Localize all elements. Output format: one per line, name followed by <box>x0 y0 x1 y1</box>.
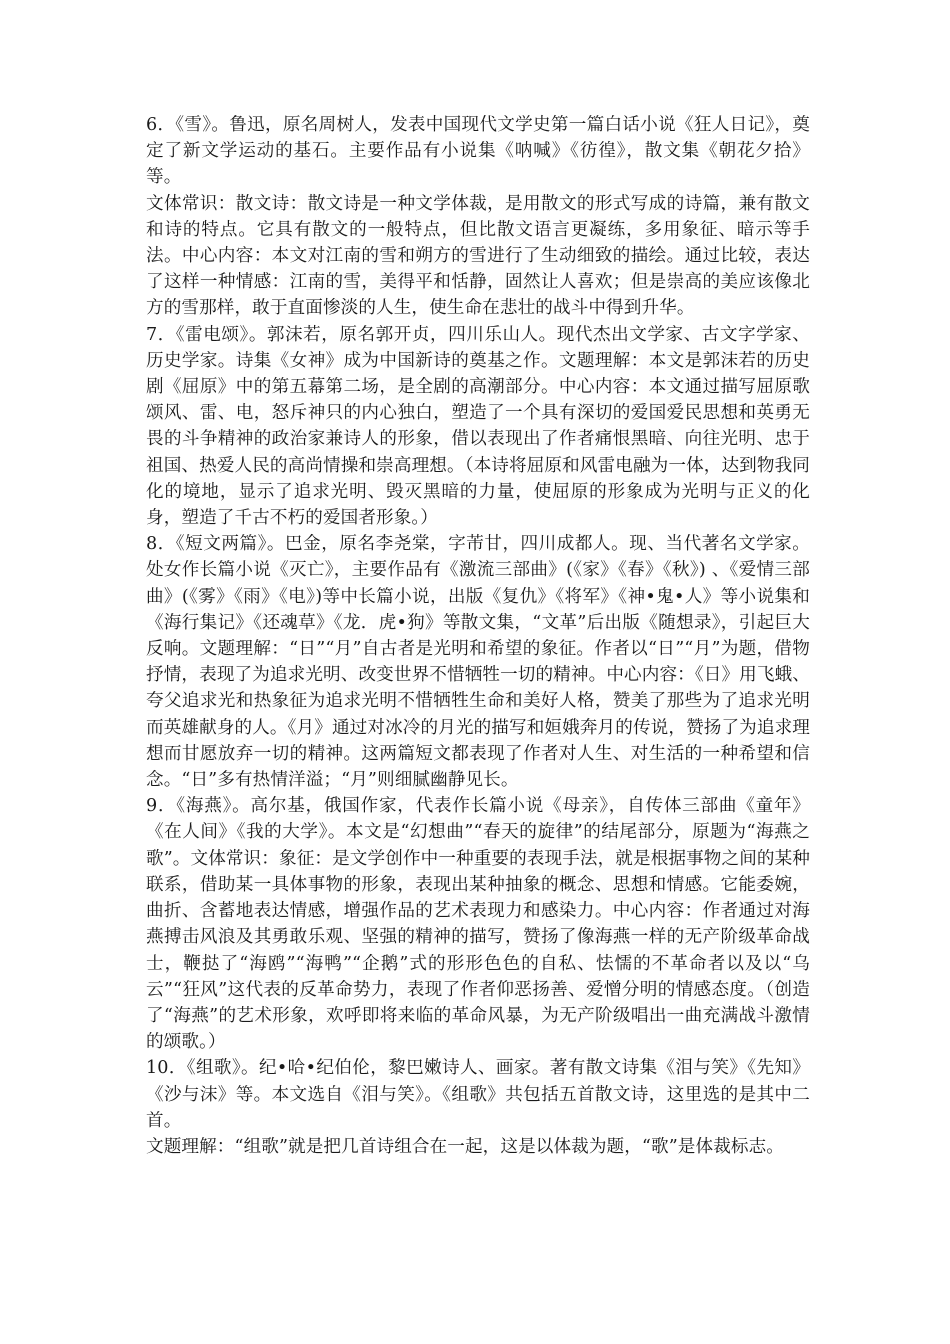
paragraph-snow: 6．《雪》。鲁迅，原名周树人，发表中国现代文学史第一篇白话小说《狂人日记》，奠定了新文学运动的基石。主要作品有小说集《呐喊》《彷徨》，散文集《朝花夕拾》等。 <box>146 115 810 188</box>
document-body <box>146 112 810 1160</box>
paragraph-petrel: 9．《海燕》。高尔基，俄国作家，代表作长篇小说《母亲》，自传体三部曲《童年》《在人间》《我的大学》。本文是“幻想曲”“春天的旋律”的结尾部分，原题为“海燕之歌”。文体常识：象征：是文学创作中一种重要的表现手法，就是根据事物之间的某种联系，借助某一具体事物的形象，表现出某种抽象的概念、思想和情感。它能委婉，曲折、含蓄地表达情感，增强作品的艺术表现力和感染力。中心内容：作者通过对海燕搏击风浪及其勇敢乐观、坚强的精神的描写，赞扬了像海燕一样的无产阶级革命战士，鞭挞了“海鸥”“海鸭”“企鹅”式的形形色色的自私、怯懦的不革命者以及以“乌云”“狂风”这代表的反革命势力，表现了作者仰恶扬善、爱憎分明的情感态度。（创造了“海燕”的艺术形象，欢呼即将来临的革命风暴，为无产阶级唱出一曲充满战斗激情的颂歌。） <box>146 796 810 1053</box>
paragraph-two-short-essays: 8．《短文两篇》。巴金，原名李尧棠，字芾甘，四川成都人。现、当代著名文学家。处女作长篇小说《灭亡》，主要作品有《激流三部曲》(《家》《春》《秋》) 、《爱情三部曲》(《雾》《雨》《电》)等中长篇小说，出版《复仇》《将军》《神•鬼•人》等小说集和《海行集记》《还魂草》《龙．虎•狗》等散文集，“文革”后出版《随想录》，引起巨大反响。文题理解：“日”“月”自古者是光明和希望的象征。作者以“日”“月”为题，借物抒情，表现了为追求光明、改变世界不惜牺牲一切的精神。中心内容：《日》用飞蛾、夸父追求光和热象征为追求光明不惜牺牲生命和美好人格，赞美了那些为了追求光明而英雄献身的人。《月》通过对冰冷的月光的描写和姮娥奔月的传说，赞扬了为追求理想而甘愿放弃一切的精神。这两篇短文都表现了作者对人生、对生活的一种希望和信念。“日”多有热情洋溢；“月”则细腻幽静见长。 <box>146 534 810 791</box>
paragraph-title-understanding: 文题理解：“组歌”就是把几首诗组合在一起，这是以体裁为题，“歌”是体裁标志。 <box>146 1136 784 1157</box>
paragraph-suite-songs: 10．《组歌》。纪•哈•纪伯伦，黎巴嫩诗人、画家。著有散文诗集《泪与笑》《先知》《沙与沫》等。本文选自《泪与笑》。《组歌》共包括五首散文诗，这里选的是其中二首。 <box>146 1058 810 1131</box>
paragraph-prose-poem-notes: 文体常识：散文诗：散文诗是一种文学体裁，是用散文的形式写成的诗篇，兼有散文和诗的特点。它具有散文的一般特点，但比散文语言更凝练，多用象征、暗示等手法。中心内容：本文对江南的雪和朔方的雪进行了生动细致的描绘。通过比较，表达了这样一种情感：江南的雪，美得平和恬静，固然让人喜欢；但是崇高的美应该像北方的雪那样，敢于直面惨淡的人生，使生命在悲壮的战斗中得到升华。 <box>146 193 810 319</box>
paragraph-thunder-ode: 7．《雷电颂》。郭沫若，原名郭开贞，四川乐山人。现代杰出文学家、古文字学家、历史学家。诗集《女神》成为中国新诗的奠基之作。文题理解：本文是郭沫若的历史剧《屈原》中的第五幕第二场，是全剧的高潮部分。中心内容：本文通过描写屈原歌颂风、雷、电，怒斥神只的内心独白，塑造了一个具有深切的爱国爱民思想和英勇无畏的斗争精神的政治家兼诗人的形象，借以表现出了作者痛恨黑暗、向往光明、忠于祖国、热爱人民的高尚情操和崇高理想。（本诗将屈原和风雷电融为一体，达到物我同化的境地，显示了追求光明、毁灭黑暗的力量，使屈原的形象成为光明与正义的化身，塑造了千古不朽的爱国者形象。） <box>146 324 810 529</box>
